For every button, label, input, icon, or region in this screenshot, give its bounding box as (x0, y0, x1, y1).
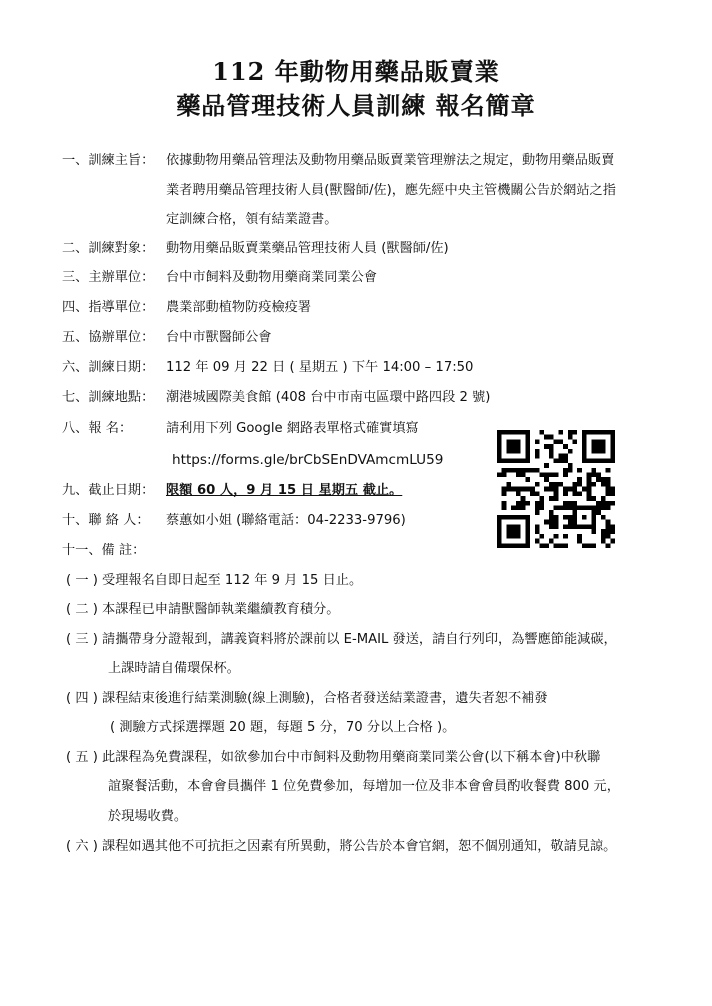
deadline-text: 限額 60 人，9 月 15 日 星期五 截止。 (166, 483, 403, 498)
note-1: ( 一 ) 受理報名自即日起至 112 年 9 月 15 日止。 (66, 573, 363, 588)
item-8-text: 請利用下列 Google 網路表單格式確實填寫 (166, 421, 419, 436)
item-10-text: 蔡蕙如小姐 (聯絡電話：04-2233-9796) (166, 513, 406, 528)
note-5-line-3: 於現場收費。 (108, 809, 188, 824)
note-5-line-2: 誼聚餐活動，本會會員攜伴 1 位免費參加，每增加一位及非本會會員酌收餐費 800 元， (108, 779, 620, 794)
item-4-label: 四、指導單位： (62, 300, 155, 315)
item-8-label: 八、報 名： (62, 421, 133, 436)
item-11-label: 十一、備 註： (62, 543, 146, 558)
item-3-label: 三、主辦單位： (62, 270, 155, 285)
item-7-text: 潮港城國際美食館 (408 台中市南屯區環中路四段 2 號) (166, 390, 491, 405)
title-line-2: 藥品管理技術人員訓練 報名簡章 (176, 91, 536, 120)
item-2-text: 動物用藥品販賣業藥品管理技術人員 (獸醫師/佐) (166, 241, 449, 256)
item-4-text: 農業部動植物防疫檢疫署 (166, 300, 312, 315)
item-6-label: 六、訓練日期： (62, 360, 155, 375)
item-1-line-2: 業者聘用藥品管理技術人員(獸醫師/佐)，應先經中央主管機關公告於網站之指 (166, 183, 616, 198)
item-1-label: 一、訓練主旨： (62, 153, 155, 168)
qr-code-icon[interactable] (497, 430, 615, 548)
item-5-label: 五、協辦單位： (62, 330, 155, 345)
note-4-line-1: ( 四 ) 課程結束後進行結業測驗(線上測驗)，合格者發送結業證書，遺失者恕不補發 (66, 691, 548, 706)
item-7-label: 七、訓練地點： (62, 390, 155, 405)
item-6-text: 112 年 09 月 22 日 ( 星期五 ) 下午 14:00 – 17:50 (166, 360, 474, 375)
note-3-line-1: ( 三 ) 請攜帶身分證報到，講義資料將於課前以 E-MAIL 發送，請自行列印，為響應節能減碳， (66, 632, 617, 647)
note-4-line-2: ( 測驗方式採選擇題 20 題，每題 5 分，70 分以上合格 )。 (110, 720, 456, 735)
item-1-line-1: 依據動物用藥品管理法及動物用藥品販賣業管理辦法之規定，動物用藥品販賣 (166, 153, 615, 168)
qr-code-graphic (497, 430, 615, 548)
title-line-1: 112 年動物用藥品販賣業 (212, 57, 500, 86)
registration-link[interactable]: https://forms.gle/brCbSEnDVAmcmLU59 (172, 452, 444, 468)
note-3-line-2: 上課時請自備環保杯。 (108, 661, 240, 676)
note-5-line-1: ( 五 ) 此課程為免費課程，如欲參加台中市飼料及動物用藥商業同業公會(以下稱本會)中秋聯 (66, 750, 601, 765)
item-5-text: 台中市獸醫師公會 (166, 330, 272, 345)
item-3-text: 台中市飼料及動物用藥商業同業公會 (166, 270, 377, 285)
item-9-label: 九、截止日期： (62, 483, 155, 498)
note-6: ( 六 ) 課程如遇其他不可抗拒之因素有所異動，將公告於本會官網，恕不個別通知，敬請見諒。 (66, 839, 617, 854)
item-1-line-3: 定訓練合格，領有結業證書。 (166, 212, 338, 227)
item-10-label: 十、聯 絡 人： (62, 513, 150, 528)
item-2-label: 二、訓練對象： (62, 241, 155, 256)
note-2: ( 二 ) 本課程已申請獸醫師執業繼續教育積分。 (66, 602, 340, 617)
